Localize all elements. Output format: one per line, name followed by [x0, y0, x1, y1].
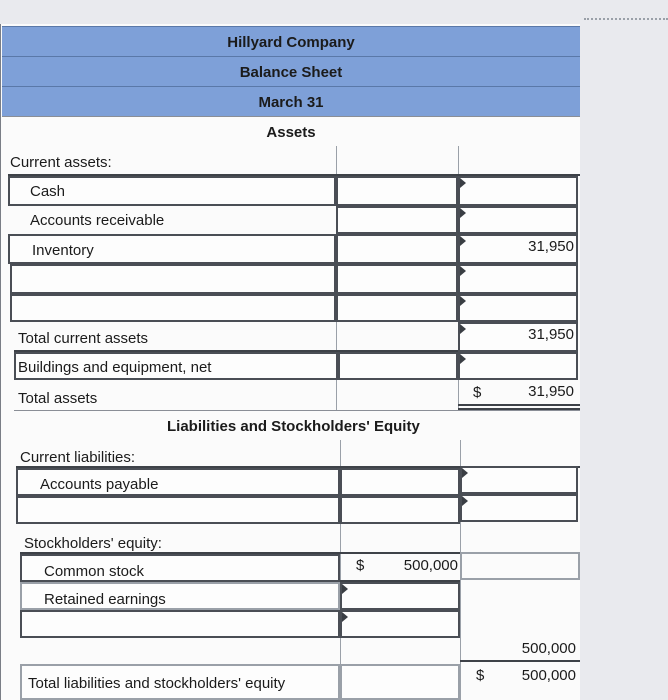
ap-label: Accounts payable	[40, 476, 159, 493]
blank-equity-label-input[interactable]	[20, 610, 340, 638]
dropdown-marker-icon	[460, 354, 466, 364]
ar-amount-input[interactable]	[336, 206, 458, 234]
buildings-label: Buildings and equipment, net	[18, 359, 212, 376]
dropdown-marker-icon	[342, 584, 348, 594]
dropdown-marker-icon	[460, 236, 466, 246]
blank-liability-total-input[interactable]	[460, 494, 578, 522]
dropdown-marker-icon	[460, 178, 466, 188]
total-current-assets-value: 31,950	[528, 326, 574, 343]
blank-asset-total-input-1[interactable]	[458, 264, 578, 294]
blank-liability-label-input[interactable]	[16, 496, 340, 524]
inventory-total-value: 31,950	[528, 238, 574, 255]
company-name: Hillyard Company	[227, 34, 355, 51]
retained-amount-input[interactable]	[340, 582, 460, 610]
ar-label: Accounts receivable	[30, 212, 165, 229]
statement-title: Balance Sheet	[239, 64, 343, 81]
cash-amount-input[interactable]	[336, 176, 458, 206]
blank-asset-total-input-2[interactable]	[458, 294, 578, 322]
assets-title-row	[2, 116, 580, 146]
common-stock-value: 500,000	[403, 557, 458, 574]
liabilities-section-title: Liabilities and Stockholders' Equity	[167, 418, 420, 435]
total-current-assets-label: Total current assets	[18, 330, 149, 347]
cash-total-input[interactable]	[458, 176, 578, 206]
buildings-amount-input[interactable]	[338, 352, 458, 380]
inventory-amount-input[interactable]	[336, 234, 458, 264]
common-total-input[interactable]	[460, 552, 580, 580]
ar-total-input[interactable]	[458, 206, 578, 234]
dropdown-marker-icon	[462, 496, 468, 506]
ap-total-input[interactable]	[460, 466, 578, 494]
dropdown-marker-icon	[460, 208, 466, 218]
current-assets-label: Current assets:	[10, 154, 112, 171]
dropdown-marker-icon	[462, 468, 468, 478]
total-assets-label: Total assets	[18, 390, 98, 407]
equity-subtotal-value: 500,000	[521, 640, 576, 657]
header-date-row	[2, 86, 580, 116]
equity-subtotal-underline	[460, 660, 580, 662]
header-statement-row	[2, 56, 580, 86]
total-liabilities-equity-value: 500,000	[521, 667, 576, 684]
cash-label: Cash	[30, 183, 66, 200]
common-stock-label: Common stock	[44, 563, 145, 580]
liabilities-title-row	[14, 410, 580, 440]
retained-earnings-label: Retained earnings	[44, 591, 166, 608]
top-right-dotted-edge	[584, 18, 668, 20]
blank-asset-amount-input-2[interactable]	[336, 294, 458, 322]
inventory-label: Inventory	[32, 242, 94, 259]
assets-title: Assets	[266, 124, 316, 141]
common-stock-dollar-sign: $	[356, 557, 365, 574]
header-company-row	[2, 26, 580, 56]
dropdown-marker-icon	[342, 612, 348, 622]
blank-asset-amount-input-1[interactable]	[336, 264, 458, 294]
total-liabilities-equity-label: Total liabilities and stockholders' equity	[28, 675, 286, 692]
total-liabilities-dollar-sign: $	[476, 667, 485, 684]
blank-asset-label-input-1[interactable]	[10, 264, 336, 294]
ap-amount-input[interactable]	[340, 468, 460, 496]
buildings-total-input[interactable]	[458, 352, 578, 380]
total-assets-double-underline-1	[458, 404, 580, 406]
blank-equity-amount-input[interactable]	[340, 610, 460, 638]
total-liab-amount-input[interactable]	[340, 664, 460, 700]
blank-liability-amount-input[interactable]	[340, 496, 460, 524]
current-liabilities-label: Current liabilities:	[20, 449, 136, 466]
total-assets-value: 31,950	[528, 383, 574, 400]
statement-date: March 31	[258, 94, 324, 111]
blank-asset-label-input-2[interactable]	[10, 294, 336, 322]
dropdown-marker-icon	[460, 324, 466, 334]
equity-label: Stockholders' equity:	[24, 535, 162, 552]
total-assets-dollar-sign: $	[473, 384, 482, 401]
dropdown-marker-icon	[460, 266, 466, 276]
dropdown-marker-icon	[460, 296, 466, 306]
